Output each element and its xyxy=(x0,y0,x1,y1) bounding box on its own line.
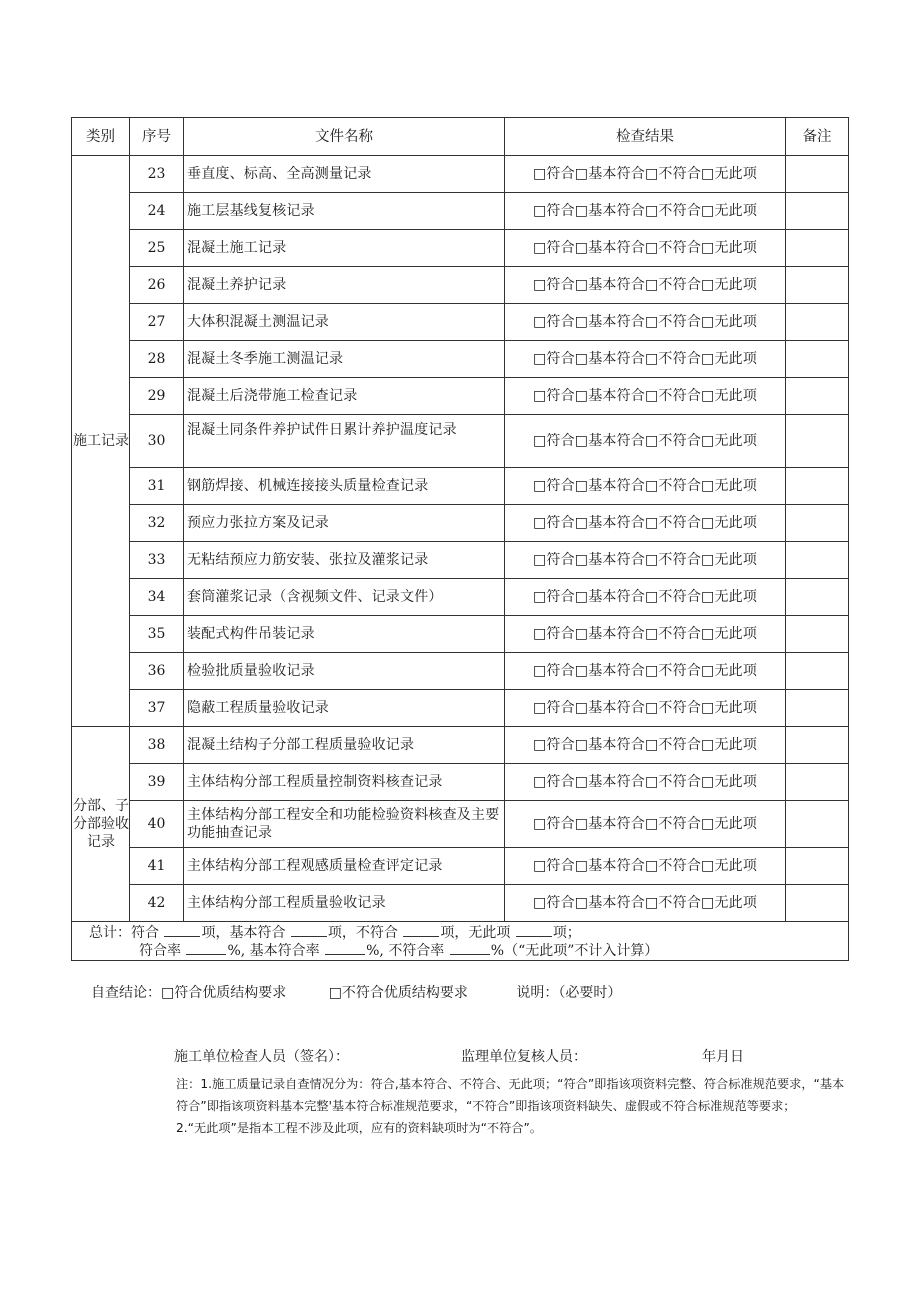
remark-cell[interactable] xyxy=(786,616,849,653)
remark-cell[interactable] xyxy=(786,885,849,922)
table-row xyxy=(72,468,849,505)
file-name: 主体结构分部工程安全和功能检验资料核查及主要功能抽查记录 xyxy=(184,801,505,848)
file-name: 检验批质量验收记录 xyxy=(184,653,505,690)
file-name: 混凝土结构子分部工程质量验收记录 xyxy=(184,727,505,764)
file-name: 套筒灌浆记录（含视频文件、记录文件） xyxy=(184,579,505,616)
result-options[interactable]: □符合□基本符合□不符合□无此项 xyxy=(505,468,786,505)
result-options[interactable]: □符合□基本符合□不符合□无此项 xyxy=(505,616,786,653)
row-number: 26 xyxy=(130,267,184,304)
result-options[interactable]: □符合□基本符合□不符合□无此项 xyxy=(505,801,786,848)
notes-section xyxy=(176,1073,848,1139)
rate-comply-label: 符合率 xyxy=(139,943,181,959)
file-name: 混凝土冬季施工测温记录 xyxy=(184,341,505,378)
table-row xyxy=(72,378,849,415)
table-row xyxy=(72,415,849,468)
result-options[interactable]: □符合□基本符合□不符合□无此项 xyxy=(505,653,786,690)
rate-note: %（“无此项”不计入计算） xyxy=(490,943,659,959)
row-number: 34 xyxy=(130,579,184,616)
result-options[interactable]: □符合□基本符合□不符合□无此项 xyxy=(505,848,786,885)
comply-count-blank[interactable] xyxy=(164,924,200,937)
row-number: 35 xyxy=(130,616,184,653)
summary-row xyxy=(72,922,849,961)
result-options[interactable]: □符合□基本符合□不符合□无此项 xyxy=(505,267,786,304)
row-number: 30 xyxy=(130,415,184,468)
remark-cell[interactable] xyxy=(786,848,849,885)
row-number: 38 xyxy=(130,727,184,764)
row-number: 31 xyxy=(130,468,184,505)
table-row xyxy=(72,505,849,542)
row-number: 42 xyxy=(130,885,184,922)
category-construction: 施工记录 xyxy=(72,156,130,727)
summary-cell xyxy=(72,922,849,961)
row-number: 40 xyxy=(130,801,184,848)
result-options[interactable]: □符合□基本符合□不符合□无此项 xyxy=(505,885,786,922)
remark-cell[interactable] xyxy=(786,341,849,378)
noncomply-rate-blank[interactable] xyxy=(450,942,490,955)
table-row xyxy=(72,801,849,848)
file-name: 混凝土施工记录 xyxy=(184,230,505,267)
file-name: 主体结构分部工程质量验收记录 xyxy=(184,885,505,922)
header-seq: 序号 xyxy=(130,118,184,156)
remark-cell[interactable] xyxy=(786,801,849,848)
result-options[interactable]: □符合□基本符合□不符合□无此项 xyxy=(505,690,786,727)
result-options[interactable]: □符合□基本符合□不符合□无此项 xyxy=(505,193,786,230)
result-options[interactable]: □符合□基本符合□不符合□无此项 xyxy=(505,542,786,579)
table-row xyxy=(72,727,849,764)
self-check-conclusion xyxy=(91,982,811,1002)
date-label: 年月日 xyxy=(702,1049,744,1065)
note-1: 注：1.施工质量记录自查情况分为：符合,基本符合、不符合、无此项；“符合”即指该项资料完整、符合标准规范要求，“基本符合”即指该项资料基本完整'基本符合标准规范要求，“不符合”即指该项资料缺失、虚假或不符合标准规范等要求； xyxy=(176,1077,845,1113)
remark-cell[interactable] xyxy=(786,727,849,764)
result-options[interactable]: □符合□基本符合□不符合□无此项 xyxy=(505,505,786,542)
remark-cell[interactable] xyxy=(786,378,849,415)
file-name: 主体结构分部工程观感质量检查评定记录 xyxy=(184,848,505,885)
file-name: 混凝土养护记录 xyxy=(184,267,505,304)
table-row xyxy=(72,267,849,304)
result-options[interactable]: □符合□基本符合□不符合□无此项 xyxy=(505,415,786,468)
table-row xyxy=(72,230,849,267)
remark-cell[interactable] xyxy=(786,193,849,230)
result-options[interactable]: □符合□基本符合□不符合□无此项 xyxy=(505,230,786,267)
summary-total-label: 总计： xyxy=(89,925,131,941)
file-name: 混凝土后浇带施工检查记录 xyxy=(184,378,505,415)
file-name: 装配式构件吊装记录 xyxy=(184,616,505,653)
summary-comply-label: 符合 xyxy=(131,925,159,941)
header-filename: 文件名称 xyxy=(184,118,505,156)
summary-rates xyxy=(89,942,848,960)
header-category: 类别 xyxy=(72,118,130,156)
remark-cell[interactable] xyxy=(786,505,849,542)
row-number: 27 xyxy=(130,304,184,341)
table-row xyxy=(72,193,849,230)
table-row xyxy=(72,653,849,690)
table-row xyxy=(72,885,849,922)
category-acceptance: 分部、子分部验收记录 xyxy=(72,727,130,922)
remark-cell[interactable] xyxy=(786,690,849,727)
row-number: 39 xyxy=(130,764,184,801)
header-remark: 备注 xyxy=(786,118,849,156)
conclusion-label: 自查结论： xyxy=(91,985,161,1001)
inspector-signature-label: 施工单位检查人员（签名）： xyxy=(174,1049,349,1065)
basic-rate-blank[interactable] xyxy=(325,942,365,955)
summary-basic-label: 项，基本符合 xyxy=(201,925,286,941)
summary-noncomply-label: 项，不符合 xyxy=(327,925,398,941)
summary-na-label: 项，无此项 xyxy=(440,925,511,941)
file-name: 隐蔽工程质量验收记录 xyxy=(184,690,505,727)
result-options[interactable]: □符合□基本符合□不符合□无此项 xyxy=(505,341,786,378)
table-row xyxy=(72,616,849,653)
conclusion-note: 说明：（必要时） xyxy=(516,985,622,1001)
remark-cell[interactable] xyxy=(786,267,849,304)
remark-cell[interactable] xyxy=(786,764,849,801)
table-row xyxy=(72,341,849,378)
file-name: 无粘结预应力筋安装、张拉及灌浆记录 xyxy=(184,542,505,579)
summary-counts xyxy=(89,924,848,942)
table-row xyxy=(72,764,849,801)
row-number: 28 xyxy=(130,341,184,378)
file-name: 大体积混凝土测温记录 xyxy=(184,304,505,341)
quality-record-table xyxy=(71,117,849,961)
row-number: 25 xyxy=(130,230,184,267)
remark-cell[interactable] xyxy=(786,468,849,505)
result-options[interactable]: □符合□基本符合□不符合□无此项 xyxy=(505,304,786,341)
remark-cell[interactable] xyxy=(786,579,849,616)
file-name: 主体结构分部工程质量控制资料核查记录 xyxy=(184,764,505,801)
result-options[interactable]: □符合□基本符合□不符合□无此项 xyxy=(505,727,786,764)
table-row xyxy=(72,690,849,727)
table-row xyxy=(72,579,849,616)
row-number: 41 xyxy=(130,848,184,885)
result-options[interactable]: □符合□基本符合□不符合□无此项 xyxy=(505,156,786,193)
remark-cell[interactable] xyxy=(786,230,849,267)
reviewer-signature-label: 监理单位复核人员： xyxy=(461,1049,587,1065)
na-count-blank[interactable] xyxy=(516,924,552,937)
rate-basic-label: %, 基本符合率 xyxy=(227,943,320,959)
noncomply-count-blank[interactable] xyxy=(403,924,439,937)
result-options[interactable]: □符合□基本符合□不符合□无此项 xyxy=(505,764,786,801)
conclusion-option-no[interactable]: □不符合优质结构要求 xyxy=(328,985,468,1001)
row-number: 33 xyxy=(130,542,184,579)
basic-count-blank[interactable] xyxy=(291,924,327,937)
remark-cell[interactable] xyxy=(786,542,849,579)
table-row xyxy=(72,848,849,885)
file-name: 钢筋焊接、机械连接接头质量检查记录 xyxy=(184,468,505,505)
note-2: 2.“无此项”是指本工程不涉及此项，应有的资料缺项时为“不符合”。 xyxy=(176,1121,542,1135)
header-result: 检查结果 xyxy=(505,118,786,156)
summary-end-label: 项； xyxy=(552,925,581,941)
comply-rate-blank[interactable] xyxy=(186,942,226,955)
file-name: 施工层基线复核记录 xyxy=(184,193,505,230)
rate-noncomply-label: %, 不符合率 xyxy=(366,943,445,959)
table-row xyxy=(72,304,849,341)
result-options[interactable]: □符合□基本符合□不符合□无此项 xyxy=(505,378,786,415)
remark-cell[interactable] xyxy=(786,415,849,468)
row-number: 23 xyxy=(130,156,184,193)
remark-cell[interactable] xyxy=(786,156,849,193)
row-number: 36 xyxy=(130,653,184,690)
header-row xyxy=(72,118,849,156)
result-options[interactable]: □符合□基本符合□不符合□无此项 xyxy=(505,579,786,616)
file-name: 预应力张拉方案及记录 xyxy=(184,505,505,542)
row-number: 37 xyxy=(130,690,184,727)
file-name: 垂直度、标高、全高测量记录 xyxy=(184,156,505,193)
row-number: 32 xyxy=(130,505,184,542)
remark-cell[interactable] xyxy=(786,304,849,341)
table-row xyxy=(72,156,849,193)
file-name: 混凝土同条件养护试件日累计养护温度记录 xyxy=(184,415,505,468)
row-number: 24 xyxy=(130,193,184,230)
row-number: 29 xyxy=(130,378,184,415)
remark-cell[interactable] xyxy=(786,653,849,690)
table-row xyxy=(72,542,849,579)
conclusion-option-yes[interactable]: □符合优质结构要求 xyxy=(161,985,287,1001)
